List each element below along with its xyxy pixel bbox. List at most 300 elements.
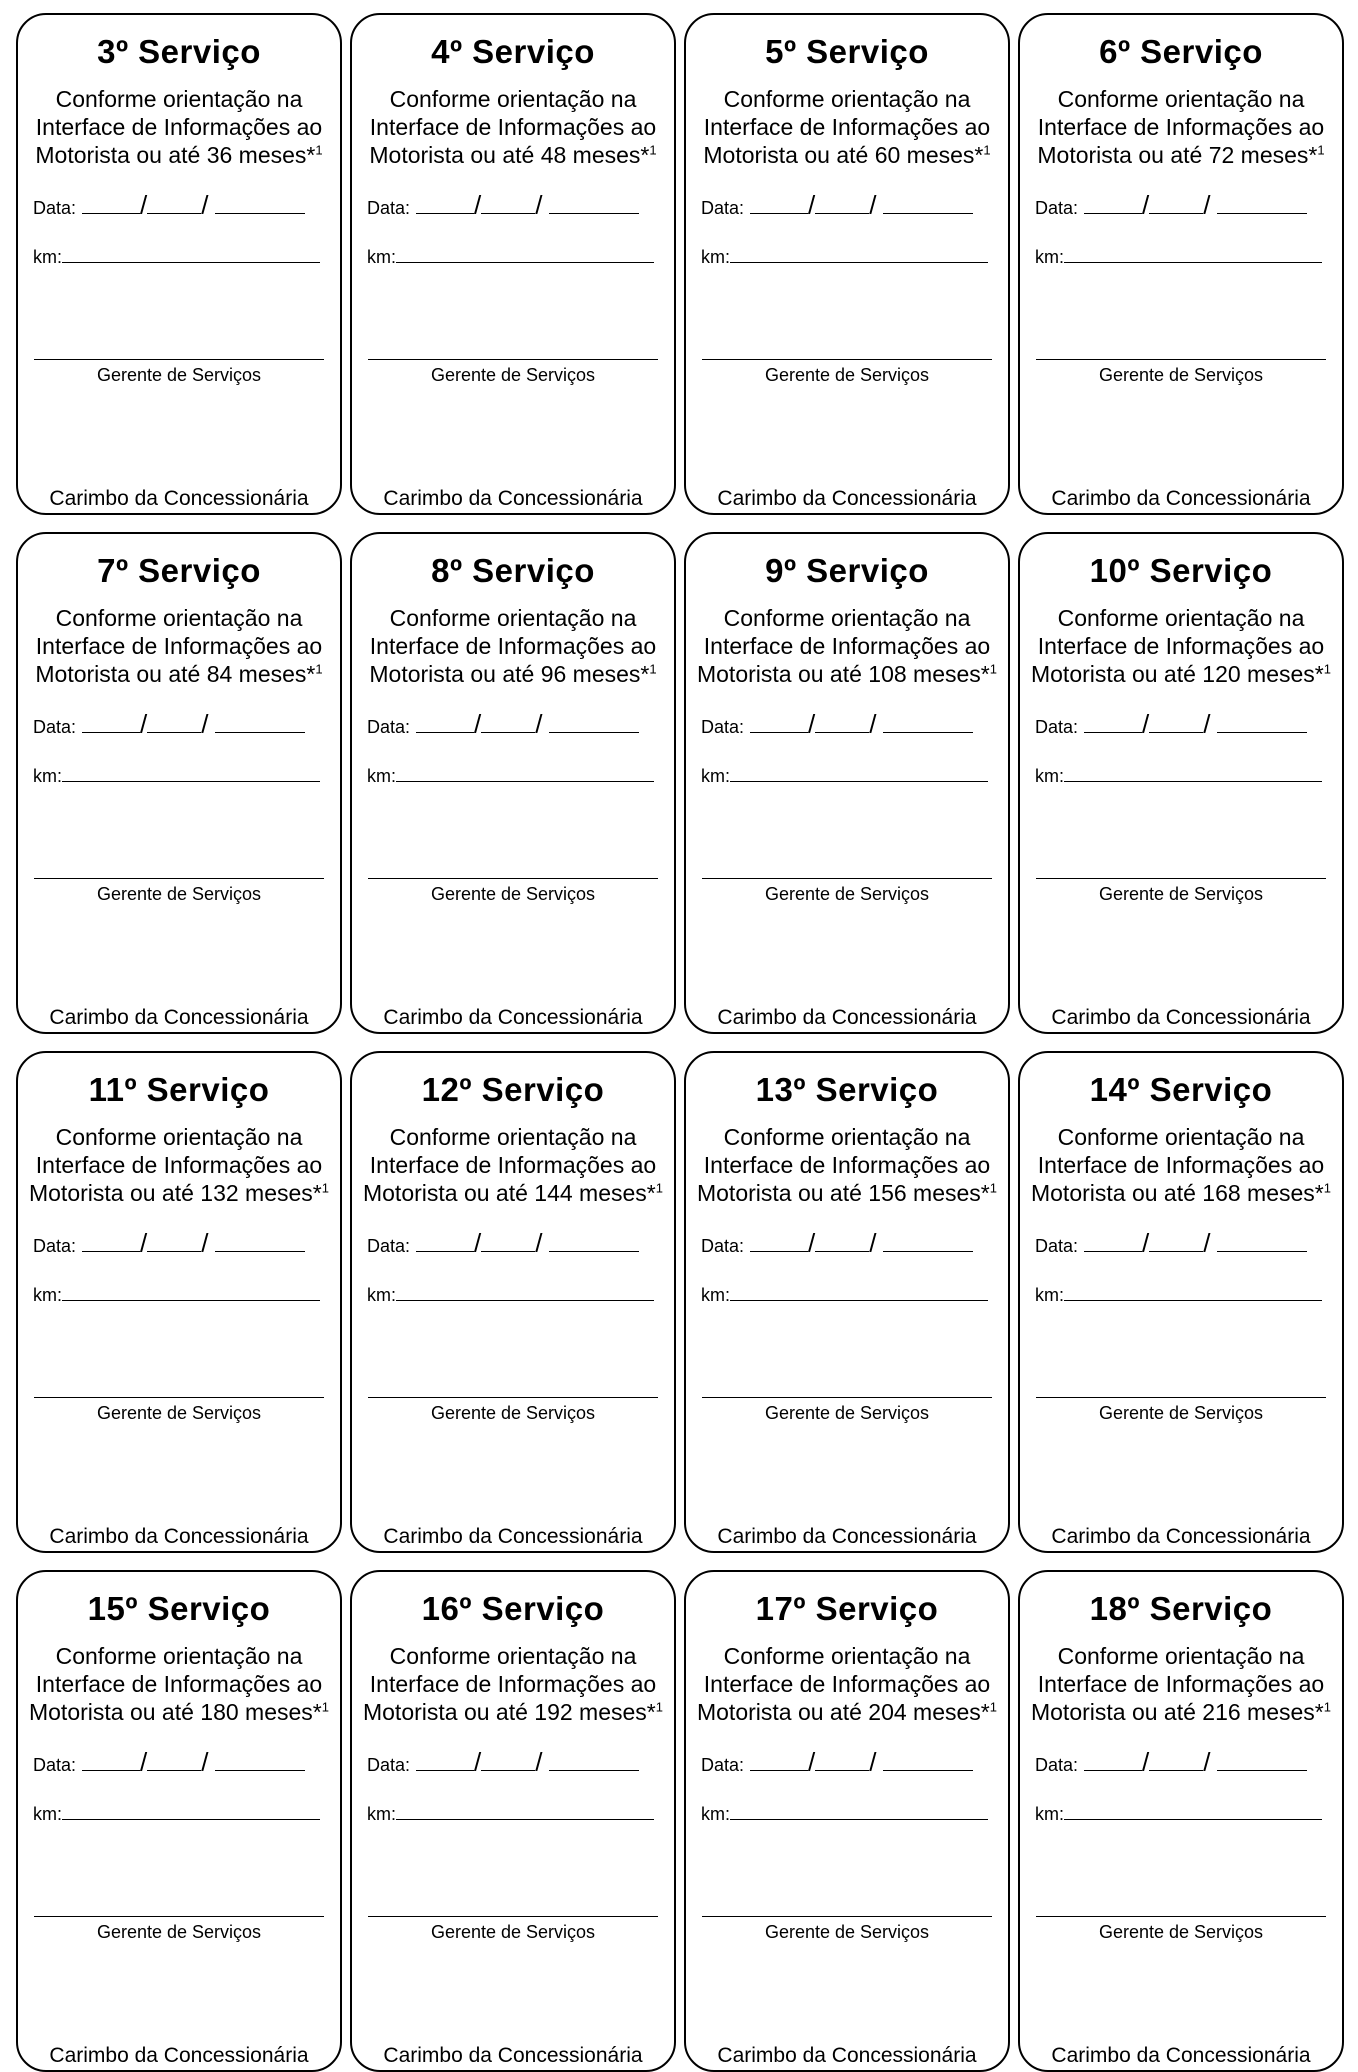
footnote-marker: 1 [983,142,991,158]
date-month-blank[interactable] [1149,714,1203,733]
date-separator: / [869,1228,877,1258]
description-line-2: Interface de Informações ao [1037,633,1325,659]
manager-label: Gerente de Serviços [430,1922,596,1942]
description-line-2: Interface de Informações ao [35,114,323,140]
date-day-blank[interactable] [82,1752,140,1771]
service-description [692,1642,1002,1726]
signature-line[interactable] [34,359,324,360]
signature-line[interactable] [1036,878,1326,879]
date-label: Data: [33,717,77,737]
description-line-2: Interface de Informações ao [369,1671,657,1697]
km-field[interactable] [701,1801,988,1825]
service-card [16,13,342,515]
km-field[interactable] [1035,763,1322,787]
km-field[interactable] [701,763,988,787]
km-blank[interactable] [396,1282,654,1301]
date-separator: / [1142,190,1150,220]
footnote-marker: 1 [989,1180,997,1196]
dealer-stamp-label: Carimbo da Concessionária [1051,2044,1311,2067]
footnote-marker: 1 [655,1180,663,1196]
date-field[interactable] [367,709,639,739]
date-day-blank[interactable] [82,195,140,214]
date-year-blank[interactable] [549,1752,639,1771]
description-line-3-text: Motorista ou até 60 meses* [703,142,984,168]
date-field[interactable] [367,1228,639,1258]
date-label: Data: [33,1236,77,1256]
date-label: Data: [367,717,411,737]
service-description [692,85,1002,169]
date-year-blank[interactable] [1217,1752,1307,1771]
description-line-3-text: Motorista ou até 192 meses* [362,1699,656,1725]
signature-line[interactable] [702,1916,992,1917]
description-line-2: Interface de Informações ao [35,1671,323,1697]
description-line-2: Interface de Informações ao [35,1152,323,1178]
service-title: 16º Serviço [421,1590,605,1627]
date-separator: / [140,709,148,739]
km-label: km: [701,1285,730,1305]
signature-line[interactable] [702,1397,992,1398]
km-blank[interactable] [730,1801,988,1820]
date-year-blank[interactable] [883,195,973,214]
date-field[interactable] [1035,190,1307,220]
footnote-marker: 1 [649,661,657,677]
signature-line[interactable] [34,878,324,879]
service-title: 4º Serviço [431,33,595,70]
signature-line[interactable] [1036,1397,1326,1398]
km-field[interactable] [367,1801,654,1825]
date-separator: / [808,1228,816,1258]
km-blank[interactable] [730,1282,988,1301]
description-line-3-text: Motorista ou até 216 meses* [1030,1699,1324,1725]
description-line-1: Conforme orientação na [723,605,971,631]
description-line-2: Interface de Informações ao [703,1152,991,1178]
date-field[interactable] [367,1747,639,1777]
signature-line[interactable] [34,1916,324,1917]
service-card [16,1051,342,1553]
service-description [24,85,334,169]
description-line-3-text: Motorista ou até 48 meses* [369,142,650,168]
manager-label: Gerente de Serviços [1098,884,1264,904]
date-label: Data: [33,198,77,218]
manager-label: Gerente de Serviços [430,884,596,904]
service-title: 7º Serviço [97,552,261,589]
service-card [16,1570,342,2072]
km-blank[interactable] [396,1801,654,1820]
date-year-blank[interactable] [215,195,305,214]
km-label: km: [33,1285,62,1305]
signature-line[interactable] [702,878,992,879]
date-separator: / [869,190,877,220]
date-year-blank[interactable] [215,714,305,733]
footnote-marker: 1 [989,661,997,677]
service-title: 9º Serviço [765,552,929,589]
date-label: Data: [701,198,745,218]
footnote-marker: 1 [989,1699,997,1715]
dealer-stamp-label: Carimbo da Concessionária [717,487,977,510]
manager-label: Gerente de Serviços [1098,1922,1264,1942]
km-blank[interactable] [62,1282,320,1301]
description-line-2: Interface de Informações ao [703,114,991,140]
date-separator: / [535,190,543,220]
date-separator: / [535,1228,543,1258]
date-month-blank[interactable] [815,714,869,733]
km-label: km: [1035,1285,1064,1305]
description-line-3 [24,1698,334,1726]
signature-line[interactable] [702,359,992,360]
date-field[interactable] [1035,1228,1307,1258]
signature-line[interactable] [1036,359,1326,360]
date-separator: / [474,190,482,220]
km-blank[interactable] [62,244,320,263]
km-blank[interactable] [1064,763,1322,782]
date-label: Data: [701,1755,745,1775]
date-separator: / [535,1747,543,1777]
date-separator: / [1142,1747,1150,1777]
description-line-1: Conforme orientação na [389,1643,637,1669]
date-separator: / [1203,1747,1211,1777]
dealer-stamp-label: Carimbo da Concessionária [717,1006,977,1029]
date-field[interactable] [1035,709,1307,739]
description-line-2: Interface de Informações ao [1037,1671,1325,1697]
date-field[interactable] [1035,1747,1307,1777]
description-line-2: Interface de Informações ao [703,1671,991,1697]
description-line-1: Conforme orientação na [55,605,303,631]
description-line-1: Conforme orientação na [1057,1124,1305,1150]
date-month-blank[interactable] [1149,1752,1203,1771]
date-label: Data: [701,717,745,737]
dealer-stamp-label: Carimbo da Concessionária [49,1006,309,1029]
description-line-3 [24,141,334,169]
date-day-blank[interactable] [82,1233,140,1252]
date-field[interactable] [33,1747,305,1777]
km-field[interactable] [33,1282,320,1306]
date-field[interactable] [701,1747,973,1777]
dealer-stamp-label: Carimbo da Concessionária [49,2044,309,2067]
service-description [358,604,668,688]
signature-line[interactable] [368,1397,658,1398]
km-blank[interactable] [1064,1801,1322,1820]
footnote-marker: 1 [321,1699,329,1715]
km-blank[interactable] [396,763,654,782]
date-year-blank[interactable] [883,714,973,733]
date-year-blank[interactable] [549,1233,639,1252]
description-line-2: Interface de Informações ao [35,633,323,659]
date-separator: / [140,1228,148,1258]
dealer-stamp-label: Carimbo da Concessionária [1051,1525,1311,1548]
service-description [358,1123,668,1207]
date-year-blank[interactable] [1217,1233,1307,1252]
description-line-1: Conforme orientação na [55,1643,303,1669]
date-separator: / [474,1228,482,1258]
km-field[interactable] [701,244,988,268]
signature-line[interactable] [368,359,658,360]
km-blank[interactable] [62,763,320,782]
date-day-blank[interactable] [416,1752,474,1771]
date-month-blank[interactable] [147,1752,201,1771]
dealer-stamp-label: Carimbo da Concessionária [1051,487,1311,510]
date-day-blank[interactable] [1084,714,1142,733]
description-line-3-text: Motorista ou até 84 meses* [35,661,316,687]
service-card [1018,1051,1344,1553]
description-line-3-text: Motorista ou até 120 meses* [1030,661,1324,687]
date-separator: / [869,709,877,739]
dealer-stamp-label: Carimbo da Concessionária [383,2044,643,2067]
km-field[interactable] [1035,244,1322,268]
date-field[interactable] [33,190,305,220]
service-description [1026,604,1336,688]
date-day-blank[interactable] [416,714,474,733]
date-field[interactable] [33,709,305,739]
service-description [24,604,334,688]
km-blank[interactable] [1064,1282,1322,1301]
km-field[interactable] [33,244,320,268]
description-line-1: Conforme orientação na [389,86,637,112]
description-line-1: Conforme orientação na [1057,1643,1305,1669]
footnote-marker: 1 [1323,661,1331,677]
km-label: km: [367,1285,396,1305]
description-line-3-text: Motorista ou até 96 meses* [369,661,650,687]
km-blank[interactable] [396,244,654,263]
service-title: 6º Serviço [1099,33,1263,70]
date-year-blank[interactable] [883,1752,973,1771]
service-card [16,532,342,1034]
description-line-3 [24,1179,334,1207]
manager-label: Gerente de Serviços [764,1922,930,1942]
service-card [350,1051,676,1553]
description-line-3-text: Motorista ou até 36 meses* [35,142,316,168]
date-label: Data: [367,1755,411,1775]
service-description [692,1123,1002,1207]
signature-line[interactable] [34,1397,324,1398]
date-separator: / [201,1747,209,1777]
date-year-blank[interactable] [549,195,639,214]
date-label: Data: [701,1236,745,1256]
service-title: 15º Serviço [87,1590,271,1627]
manager-label: Gerente de Serviços [430,1403,596,1423]
description-line-3-text: Motorista ou até 168 meses* [1030,1180,1324,1206]
dealer-stamp-label: Carimbo da Concessionária [383,1006,643,1029]
date-year-blank[interactable] [1217,714,1307,733]
date-month-blank[interactable] [147,195,201,214]
description-line-2: Interface de Informações ao [1037,114,1325,140]
service-title: 3º Serviço [97,33,261,70]
description-line-1: Conforme orientação na [1057,86,1305,112]
dealer-stamp-label: Carimbo da Concessionária [717,1525,977,1548]
service-description [692,604,1002,688]
date-month-blank[interactable] [481,714,535,733]
km-label: km: [701,247,730,267]
description-line-3 [24,660,334,688]
km-label: km: [33,247,62,267]
manager-label: Gerente de Serviços [1098,365,1264,385]
dealer-stamp-label: Carimbo da Concessionária [717,2044,977,2067]
service-card [684,13,1010,515]
km-label: km: [367,766,396,786]
description-line-3 [692,1698,1002,1726]
date-month-blank[interactable] [147,714,201,733]
km-field[interactable] [367,1282,654,1306]
date-label: Data: [1035,1755,1079,1775]
date-separator: / [1142,709,1150,739]
service-title: 18º Serviço [1089,1590,1273,1627]
km-blank[interactable] [730,244,988,263]
description-line-3 [692,1179,1002,1207]
footnote-marker: 1 [1317,142,1325,158]
description-line-3 [358,1179,668,1207]
km-field[interactable] [33,763,320,787]
description-line-3 [692,141,1002,169]
date-label: Data: [1035,717,1079,737]
date-separator: / [535,709,543,739]
date-month-blank[interactable] [481,1752,535,1771]
service-description [1026,85,1336,169]
description-line-3 [1026,141,1336,169]
km-blank[interactable] [1064,244,1322,263]
date-day-blank[interactable] [1084,195,1142,214]
date-separator: / [808,1747,816,1777]
km-label: km: [1035,247,1064,267]
signature-line[interactable] [368,1916,658,1917]
service-description [24,1642,334,1726]
footnote-marker: 1 [649,142,657,158]
service-title: 11º Serviço [88,1071,270,1108]
date-day-blank[interactable] [1084,1752,1142,1771]
km-field[interactable] [701,1282,988,1306]
date-separator: / [1142,1228,1150,1258]
km-label: km: [367,1804,396,1824]
date-month-blank[interactable] [1149,1233,1203,1252]
service-description [358,85,668,169]
date-separator: / [201,1228,209,1258]
km-label: km: [1035,766,1064,786]
date-day-blank[interactable] [1084,1233,1142,1252]
description-line-3-text: Motorista ou até 144 meses* [362,1180,656,1206]
date-day-blank[interactable] [750,1233,808,1252]
date-month-blank[interactable] [815,1752,869,1771]
km-label: km: [701,1804,730,1824]
service-card [1018,13,1344,515]
date-day-blank[interactable] [82,714,140,733]
date-separator: / [201,709,209,739]
description-line-3-text: Motorista ou até 72 meses* [1037,142,1318,168]
km-field[interactable] [367,244,654,268]
km-field[interactable] [1035,1282,1322,1306]
manager-label: Gerente de Serviços [96,884,262,904]
date-separator: / [808,709,816,739]
date-day-blank[interactable] [750,1752,808,1771]
date-field[interactable] [367,190,639,220]
dealer-stamp-label: Carimbo da Concessionária [1051,1006,1311,1029]
description-line-1: Conforme orientação na [723,86,971,112]
date-month-blank[interactable] [147,1233,201,1252]
km-label: km: [1035,1804,1064,1824]
dealer-stamp-label: Carimbo da Concessionária [383,487,643,510]
service-title: 10º Serviço [1089,552,1273,589]
footnote-marker: 1 [655,1699,663,1715]
description-line-2: Interface de Informações ao [369,633,657,659]
footnote-marker: 1 [315,661,323,677]
date-field[interactable] [701,1228,973,1258]
date-separator: / [140,190,148,220]
date-month-blank[interactable] [815,195,869,214]
description-line-3-text: Motorista ou até 204 meses* [696,1699,990,1725]
service-card [1018,1570,1344,2072]
km-blank[interactable] [62,1801,320,1820]
km-field[interactable] [33,1801,320,1825]
date-year-blank[interactable] [549,714,639,733]
date-day-blank[interactable] [416,1233,474,1252]
date-day-blank[interactable] [750,714,808,733]
manager-label: Gerente de Serviços [96,365,262,385]
km-label: km: [367,247,396,267]
date-field[interactable] [701,190,973,220]
signature-line[interactable] [368,878,658,879]
km-blank[interactable] [730,763,988,782]
date-separator: / [869,1747,877,1777]
date-month-blank[interactable] [815,1233,869,1252]
date-separator: / [201,190,209,220]
date-year-blank[interactable] [1217,195,1307,214]
service-title: 5º Serviço [765,33,929,70]
km-field[interactable] [1035,1801,1322,1825]
description-line-3-text: Motorista ou até 132 meses* [28,1180,322,1206]
date-month-blank[interactable] [481,195,535,214]
description-line-3 [1026,1179,1336,1207]
service-card [1018,532,1344,1034]
date-year-blank[interactable] [883,1233,973,1252]
date-day-blank[interactable] [750,195,808,214]
dealer-stamp-label: Carimbo da Concessionária [49,1525,309,1548]
date-month-blank[interactable] [481,1233,535,1252]
date-separator: / [474,1747,482,1777]
signature-line[interactable] [1036,1916,1326,1917]
date-year-blank[interactable] [215,1233,305,1252]
service-card [350,13,676,515]
manager-label: Gerente de Serviços [764,884,930,904]
date-field[interactable] [701,709,973,739]
footnote-marker: 1 [1323,1699,1331,1715]
description-line-2: Interface de Informações ao [1037,1152,1325,1178]
service-description [24,1123,334,1207]
description-line-3 [1026,1698,1336,1726]
service-card [684,1051,1010,1553]
date-month-blank[interactable] [1149,195,1203,214]
km-field[interactable] [367,763,654,787]
service-description [1026,1123,1336,1207]
description-line-1: Conforme orientação na [723,1124,971,1150]
date-label: Data: [33,1755,77,1775]
date-year-blank[interactable] [215,1752,305,1771]
date-label: Data: [367,1236,411,1256]
date-day-blank[interactable] [416,195,474,214]
date-label: Data: [1035,198,1079,218]
description-line-1: Conforme orientação na [55,86,303,112]
description-line-3 [358,660,668,688]
service-title: 17º Serviço [755,1590,939,1627]
description-line-3-text: Motorista ou até 108 meses* [696,661,990,687]
description-line-1: Conforme orientação na [389,1124,637,1150]
dealer-stamp-label: Carimbo da Concessionária [49,487,309,510]
description-line-2: Interface de Informações ao [369,1152,657,1178]
date-separator: / [1203,709,1211,739]
description-line-1: Conforme orientação na [55,1124,303,1150]
date-label: Data: [367,198,411,218]
description-line-1: Conforme orientação na [1057,605,1305,631]
date-field[interactable] [33,1228,305,1258]
date-separator: / [1203,190,1211,220]
service-description [358,1642,668,1726]
service-title: 8º Serviço [431,552,595,589]
